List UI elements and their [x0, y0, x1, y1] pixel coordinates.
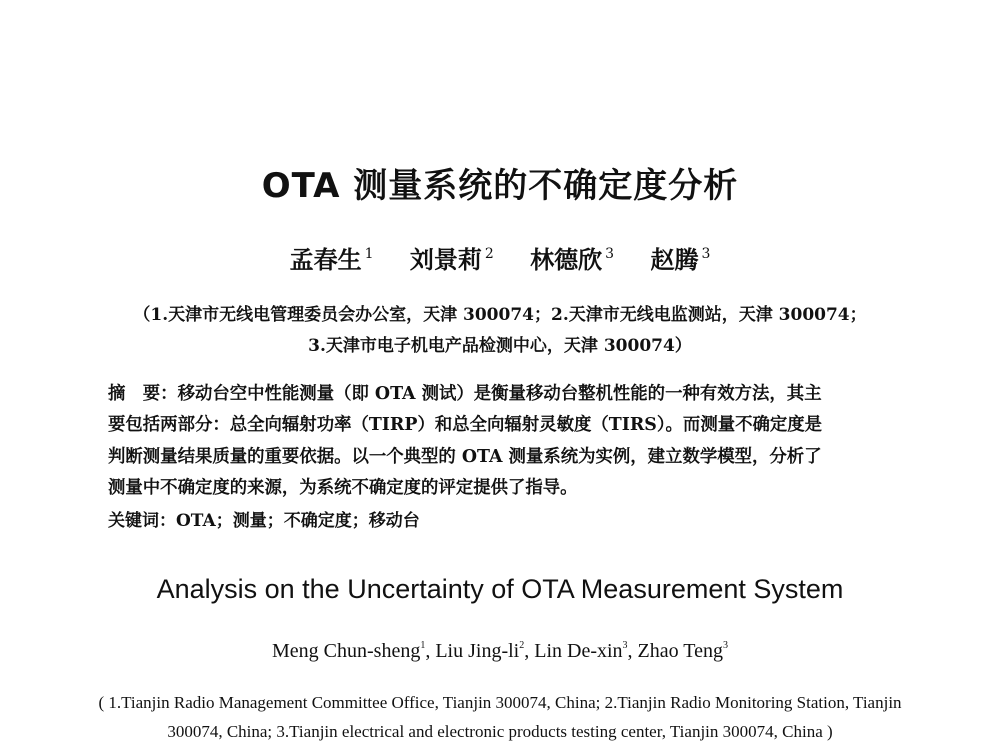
- keywords-chinese: [108, 506, 420, 531]
- affiliation-mark: 3: [622, 640, 628, 651]
- affiliation-mark: 3: [701, 246, 711, 262]
- affiliation-english-line-1: ( 1.Tianjin Radio Management Committee Office, Tianjin 300074, China; 2.Tianjin Radio Monitoring Station, Tianjin: [98, 693, 902, 712]
- author-name: Zhao Teng: [637, 640, 723, 662]
- author-english: Lin De-xin$^3$,: [534, 640, 638, 662]
- affiliation-english-line-2: 300074, China; 3.Tianjin electrical and electronic products testing center, Tianjin 300074, China ): [167, 722, 833, 741]
- author-name: 孟春生: [289, 245, 362, 274]
- affiliation-mark: 1: [420, 640, 426, 651]
- affiliation-chinese-line-1: （1.天津市无线电管理委员会办公室，天津 300074；2.天津市无线电监测站，天津 300074；: [133, 305, 867, 325]
- author-name: Lin De-xin: [534, 640, 623, 662]
- author-name: 林德欣: [530, 245, 603, 274]
- affiliation-mark: 2: [484, 246, 494, 262]
- paper-title-chinese: OTA 测量系统的不确定度分析: [261, 166, 739, 206]
- affiliation-mark: 2: [519, 640, 525, 651]
- author-name: Meng Chun-sheng: [272, 640, 421, 662]
- affiliation-mark: 3: [722, 640, 728, 651]
- author-name: 赵腾: [650, 245, 699, 274]
- keywords-text: OTA；测量；不确定度；移动台: [176, 511, 420, 531]
- author-chinese: [290, 245, 374, 274]
- author-list-english: [0, 640, 1000, 663]
- abstract-chinese-line-4: 测量中不确定度的来源，为系统不确定度的评定提供了指导。: [108, 478, 578, 498]
- author-english: [638, 640, 728, 662]
- paper-title-english: Analysis on the Uncertainty of OTA Measurement System: [156, 574, 844, 604]
- affiliation-mark: 3: [605, 246, 615, 262]
- author-english: Liu Jing-$li^2$,: [435, 640, 535, 662]
- author-chinese: [530, 245, 614, 274]
- author-chinese: [650, 245, 710, 274]
- affiliation-chinese-line-2: 3.天津市电子机电产品检测中心，天津 300074）: [308, 336, 692, 356]
- affiliation-mark: 1: [364, 246, 374, 262]
- author-chinese: [410, 245, 494, 274]
- author-name: Liu Jing-li: [435, 640, 520, 662]
- abstract-chinese-line-1: 摘 要：移动台空中性能测量（即 OTA 测试）是衡量移动台整机性能的一种有效方法，其主: [108, 384, 822, 404]
- abstract-chinese-line-2: 要包括两部分：总全向辐射功率（TIRP）和总全向辐射灵敏度（TIRS）。而测量不确定度是: [108, 415, 823, 435]
- author-list-chinese: [0, 240, 1000, 275]
- keywords-label: 关键词：: [108, 511, 176, 531]
- abstract-chinese-line-3: 判断测量结果质量的重要依据。以一个典型的 OTA 测量系统为实例，建立数学模型，分析了: [108, 447, 822, 467]
- author-name: 刘景莉: [409, 245, 482, 274]
- author-english: Meng Chun-sheng$^1$,: [272, 640, 436, 662]
